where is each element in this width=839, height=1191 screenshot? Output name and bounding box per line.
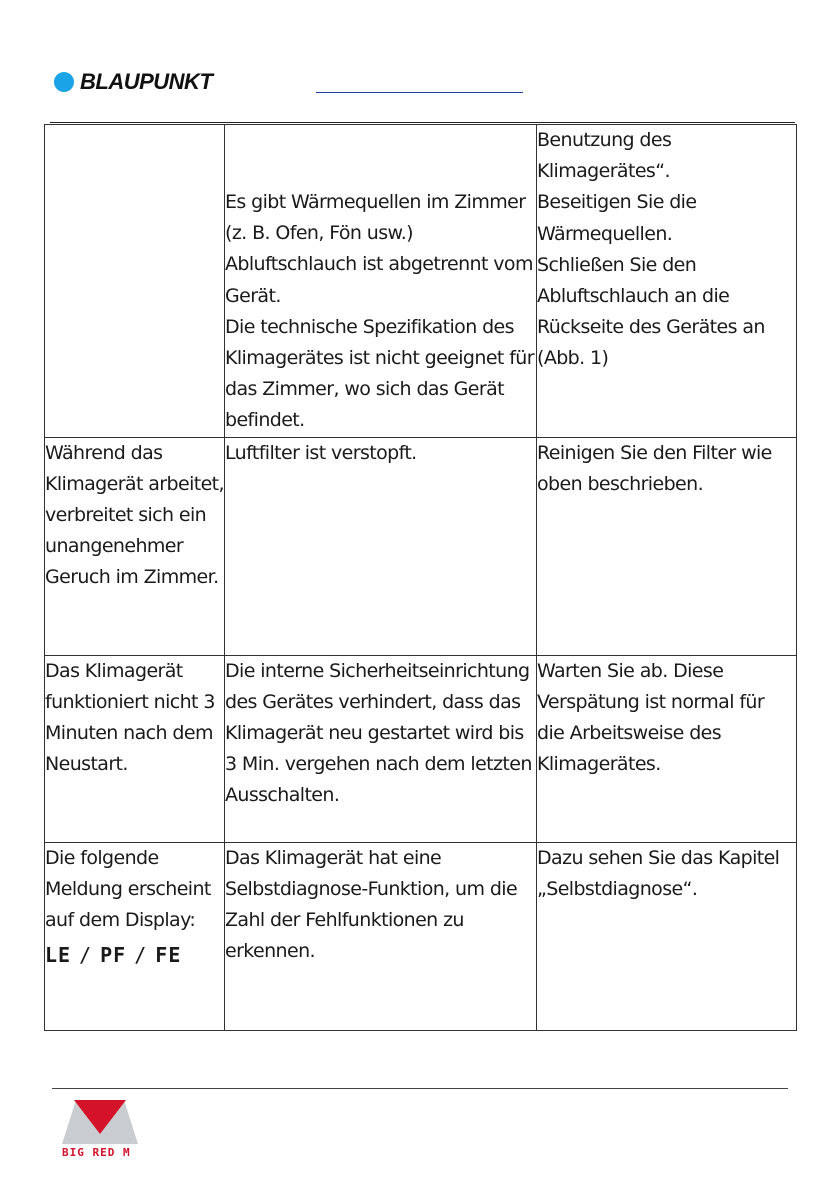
cause-text: Luftfilter ist verstopft. <box>225 441 417 464</box>
separator: / <box>79 943 93 968</box>
solution-cell <box>537 842 797 1030</box>
solution-text: Benutzung des Klimagerätes“. <box>537 129 672 183</box>
cause-cell <box>225 655 537 842</box>
problem-cell <box>45 842 225 1030</box>
solution-text: Dazu sehen Sie das Kapitel „Selbstdiagnose“. <box>537 846 780 900</box>
cause-cell <box>225 842 537 1030</box>
cause-text: Die technische Spezifikation des Klimagerätes ist nicht geeignet für das Zimmer, wo sich das Gerät befindet. <box>225 315 534 432</box>
solution-text: Reinigen Sie den Filter wie oben beschrieben. <box>537 441 772 495</box>
table-row <box>45 437 797 655</box>
solution-text: Beseitigen Sie die Wärmequellen. <box>537 191 697 245</box>
display-codes <box>45 940 224 971</box>
problem-cell <box>45 125 225 438</box>
display-code-lt: LE <box>45 943 72 968</box>
blaupunkt-logo <box>54 68 212 96</box>
cause-cell <box>225 437 537 655</box>
display-code-ft: FE <box>155 943 182 968</box>
problem-cell <box>45 655 225 842</box>
cause-cell <box>225 125 537 438</box>
brand-dot-icon <box>54 72 74 92</box>
brand-name: BLAUPUNKT <box>80 69 213 94</box>
table-row <box>45 842 797 1030</box>
footer-divider <box>52 1088 788 1089</box>
problem-cell <box>45 437 225 655</box>
solution-cell <box>537 125 797 438</box>
header-link-underline[interactable] <box>316 92 523 93</box>
solution-cell <box>537 437 797 655</box>
footer-logo-text: BIG RED M <box>62 1146 131 1159</box>
top-divider <box>50 122 795 123</box>
cause-text: Abluftschlauch ist abgetrennt vom Gerät. <box>225 253 533 307</box>
separator: / <box>134 943 148 968</box>
problem-text: Die folgende Meldung erscheint auf dem Display: <box>45 846 211 932</box>
solution-text: Schließen Sie den Abluftschlauch an die Rückseite des Gerätes an (Abb. 1) <box>537 253 765 370</box>
cause-text: Das Klimagerät hat eine Selbstdiagnose-Funktion, um die Zahl der Fehlfunktionen zu erkennen. <box>225 846 518 963</box>
problem-text: Während das Klimagerät arbeitet, verbreitet sich ein unangenehmer Geruch im Zimmer. <box>45 441 224 589</box>
display-code-pf: PF <box>100 943 127 968</box>
table-row <box>45 655 797 842</box>
solution-cell <box>537 655 797 842</box>
cause-text: Es gibt Wärmequellen im Zimmer (z. B. Ofen, Fön usw.) <box>225 191 526 245</box>
cause-text: Die interne Sicherheitseinrichtung des Gerätes verhindert, dass das Klimagerät neu gestartet wird bis 3 Min. vergehen nach dem letzten Ausschalten. <box>225 659 532 807</box>
table-row <box>45 125 797 438</box>
problem-text: Das Klimagerät funktioniert nicht 3 Minuten nach dem Neustart. <box>45 659 215 776</box>
solution-text: Warten Sie ab. Diese Verspätung ist normal für die Arbeitsweise des Klimagerätes. <box>537 659 765 776</box>
troubleshooting-table <box>44 124 797 1031</box>
